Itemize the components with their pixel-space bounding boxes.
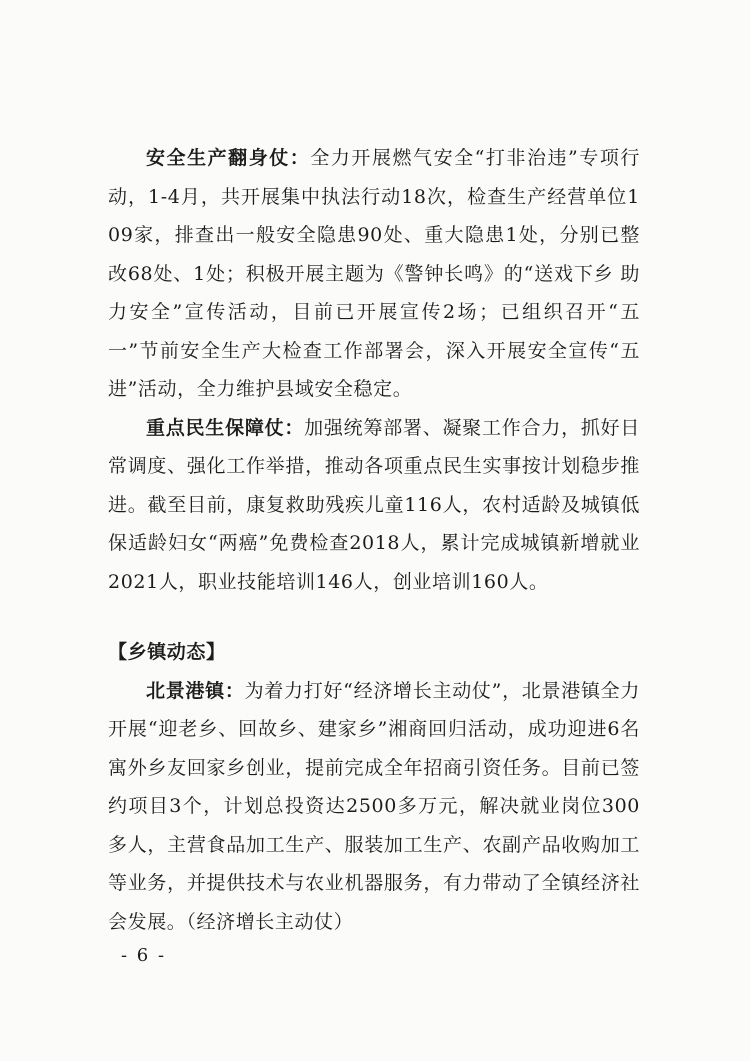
section-heading-township: 【乡镇动态】 (108, 641, 226, 663)
paragraph-text-livelihood: 加强统筹部署、凝聚工作合力，抓好日常调度、强化工作举措，推动各项重点民生实事按计划稳步推进。截至目前，康复救助残疾儿童116人，农村适龄及城镇低保适龄妇女“两癌”免费检查2018人，累计完成城镇新增就业2021人，职业技能培训146人，创业培训160人。 (108, 416, 640, 593)
paragraph-lead-safety-production: 安全生产翻身仗： (146, 147, 311, 169)
page-number: - 6 - (121, 945, 167, 966)
paragraph-safety-production (108, 139, 640, 409)
paragraph-lead-livelihood: 重点民生保障仗： (146, 416, 305, 439)
paragraph-text-safety-production: 全力开展燃气安全“打非治违”专项行动，1-4月，共开展集中执法行动18次，检查生产经营单位109家，排查出一般安全隐患90处、重大隐患1处，分别已整改68处、1处；积极开展主题为《警钟长鸣》的“送戏下乡 助力安全”宣传活动，目前已开展宣传2场；已组织召开“五一”节前安全生产大检查工作部署会，深入开展安全宣传“五进”活动，全力维护县域安全稳定。 (108, 147, 640, 400)
paragraph-lead-beijinggang: 北景港镇： (146, 679, 245, 702)
paragraph-beijinggang (108, 672, 640, 942)
paragraph-text-beijinggang: 为着力打好“经济增长主动仗”，北景港镇全力开展“迎老乡、回故乡、建家乡”湘商回归活动，成功迎进6名寓外乡友回家乡创业，提前完成全年招商引资任务。目前已签约项目3个，计划总投资达2500多万元，解决就业岗位300多人，主营食品加工生产、服装加工生产、农副产品收购加工等业务，并提供技术与农业机器服务，有力带动了全镇经济社会发展。（经济增长主动仗） (108, 679, 640, 933)
document-body (108, 139, 640, 941)
paragraph-livelihood (108, 409, 640, 602)
